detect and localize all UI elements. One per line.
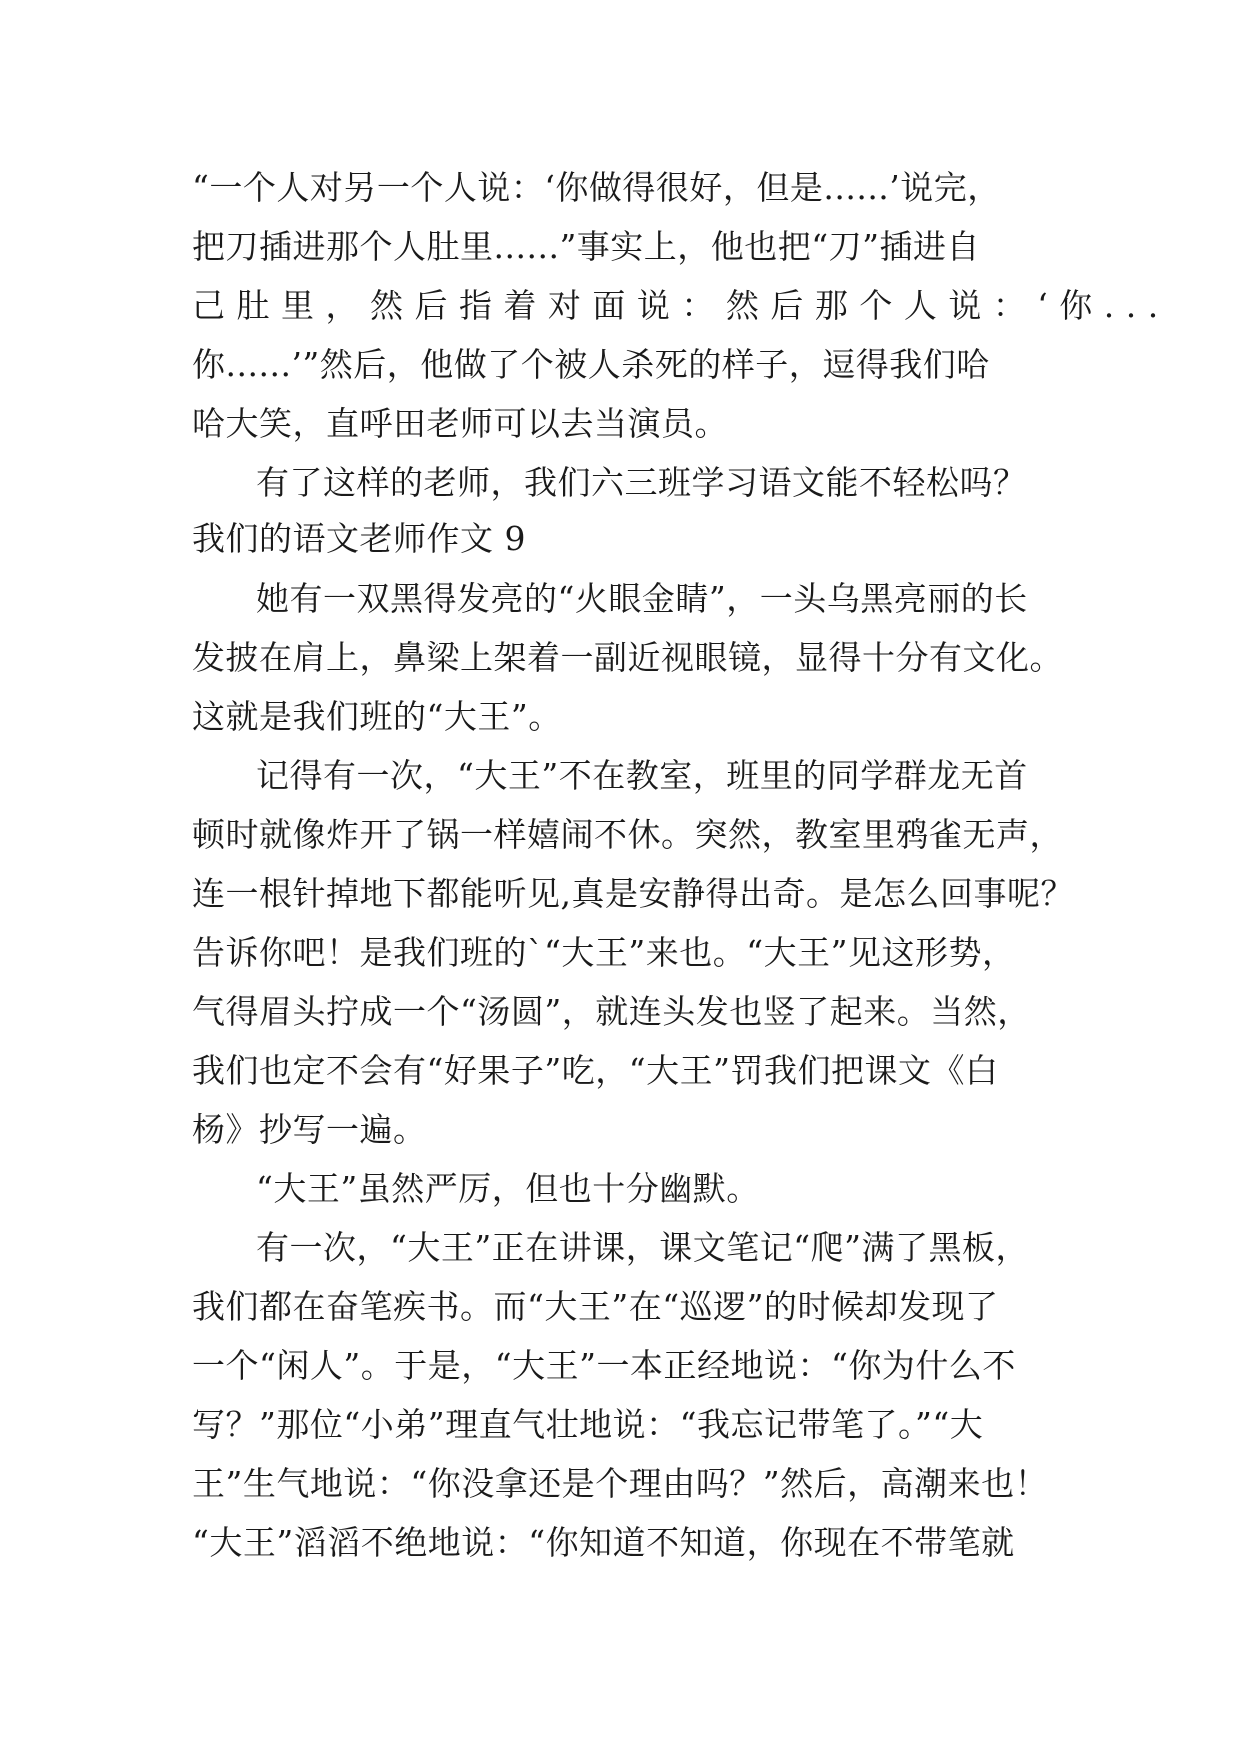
text-line: 你......’”然后，他做了个被人杀死的样子，逗得我们哈	[192, 345, 990, 384]
text-line: 写？”那位“小弟”理直气壮地说：“我忘记带笔了。”“大	[192, 1405, 984, 1444]
paragraph-line: 她有一双黑得发亮的“火眼金睛”，一头乌黑亮丽的长	[256, 579, 1028, 618]
text-line: 连一根针掉地下都能听见,真是安静得出奇。是怎么回事呢？	[192, 874, 1074, 913]
text-line: 一个“闲人”。于是，“大王”一本正经地说：“你为什么不	[192, 1346, 1016, 1385]
text-line: 顿时就像炸开了锅一样嬉闹不休。突然，教室里鸦雀无声，	[192, 815, 1063, 854]
text-line: 我们都在奋笔疾书。而“大王”在“巡逻”的时候却发现了	[192, 1287, 999, 1326]
text-line: “一个人对另一个人说：‘你做得很好，但是......’说完，	[192, 168, 1001, 207]
paragraph-line: “大王”虽然严厉，但也十分幽默。	[256, 1169, 760, 1208]
paragraph-line: 有了这样的老师，我们六三班学习语文能不轻松吗？	[256, 463, 1027, 502]
text-line: 发披在肩上，鼻梁上架着一副近视眼镜，显得十分有文化。	[192, 638, 1063, 677]
text-line: 杨》抄写一遍。	[192, 1110, 427, 1149]
text-line: 王”生气地说：“你没拿还是个理由吗？”然后，高潮来也！	[192, 1464, 1049, 1503]
text-line: 我们也定不会有“好果子”吃，“大王”罚我们把课文《白	[192, 1051, 999, 1090]
text-line: “大王”滔滔不绝地说：“你知道不知道，你现在不带笔就	[192, 1523, 1015, 1562]
text-line: 把刀插进那个人肚里......”事实上，他也把“刀”插进自	[192, 227, 981, 266]
section-heading: 我们的语文老师作文 9	[192, 519, 526, 558]
text-line: 气得眉头拧成一个“汤圆”，就连头发也竖了起来。当然，	[192, 992, 1031, 1031]
text-line: 哈大笑，直呼田老师可以去当演员。	[192, 404, 728, 443]
paragraph-line: 记得有一次，“大王”不在教室，班里的同学群龙无首	[256, 756, 1028, 795]
text-line: 这就是我们班的“大王”。	[192, 697, 562, 736]
text-line: 告诉你吧！是我们班的`“大王”来也。“大王”见这形势，	[192, 933, 1016, 972]
paragraph-line: 有一次，“大王”正在讲课，课文笔记“爬”满了黑板，	[256, 1228, 1029, 1267]
text-line: 己 肚 里 ， 然 后 指 着 对 面 说 ： 然 后 那 个 人 说 ： ‘ 你 . . .	[192, 286, 1159, 325]
